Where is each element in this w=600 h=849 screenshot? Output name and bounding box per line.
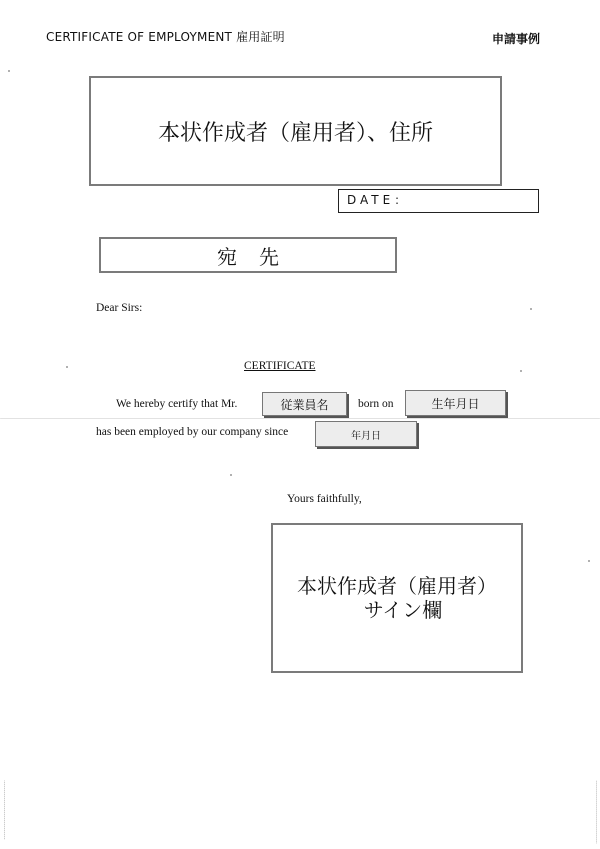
employer-address-text: 本状作成者（雇用者）、住所 xyxy=(157,120,433,146)
birth-date-label: 生年月日 xyxy=(431,396,480,411)
scan-edge-noise xyxy=(560,780,597,844)
certificate-heading: CERTIFICATE xyxy=(244,360,316,372)
signature-box[interactable] xyxy=(271,523,523,673)
employee-name-label: 従業員名 xyxy=(280,397,329,412)
employed-since-text: has been employed by our company since xyxy=(96,426,289,438)
employer-address-box xyxy=(89,76,502,186)
scan-speck xyxy=(8,70,10,72)
scan-speck xyxy=(588,560,590,562)
scan-speck xyxy=(530,308,532,310)
addressee-box xyxy=(99,237,397,273)
date-label: DATE： xyxy=(347,193,411,207)
date-field[interactable] xyxy=(338,189,539,213)
application-example-tag: 申請事例 xyxy=(492,32,541,46)
certify-line-prefix: We hereby certify that Mr. xyxy=(116,398,238,410)
scan-speck xyxy=(520,370,522,372)
scan-speck xyxy=(230,474,232,476)
addressee-text: 宛先 xyxy=(217,244,301,269)
employment-start-date-label: 年月日 xyxy=(351,430,381,442)
salutation: Dear Sirs: xyxy=(96,302,143,314)
employee-name-field[interactable] xyxy=(262,392,347,416)
closing-text: Yours faithfully, xyxy=(287,493,362,505)
born-on-text: born on xyxy=(358,398,394,410)
signature-line-1: 本状作成者（雇用者） xyxy=(297,574,497,598)
document-title: CERTIFICATE OF EMPLOYMENT 雇用証明 xyxy=(46,30,285,44)
signature-line-2: サイン欄 xyxy=(363,598,443,622)
employment-start-date-field[interactable] xyxy=(315,421,417,447)
birth-date-field[interactable] xyxy=(405,390,506,416)
scan-speck xyxy=(66,366,68,368)
scan-line xyxy=(0,418,600,419)
scan-edge-noise xyxy=(4,780,35,840)
